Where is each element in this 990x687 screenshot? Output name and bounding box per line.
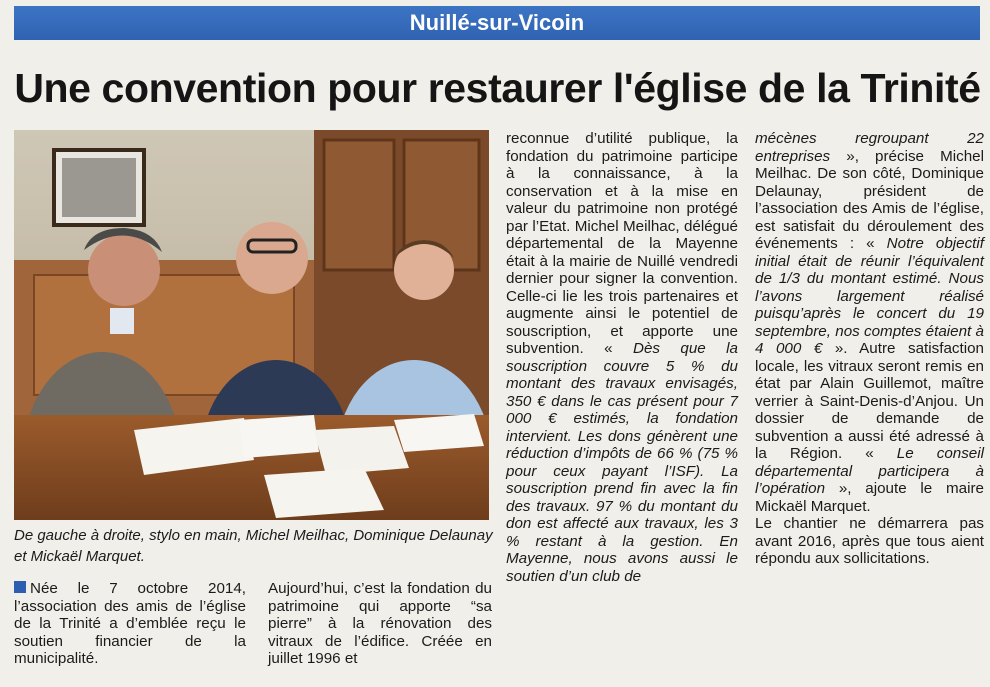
lead-marker-icon [14, 581, 26, 593]
banner-title: Nuillé-sur-Vicoin [409, 10, 585, 35]
quote: Notre objectif initial était de réunir l’équivalent de 1/3 du montant estimé. Nous l’avons largement réalisé puisqu’après le concert du 19 septembre, nos comptes étaient à 4 000 € [755, 235, 984, 357]
paragraph: mécènes regroupant 22 entreprises », précise Michel Meilhac. De son côté, Dominique Delaunay, président de l’association des Amis de l’église, est satisfait du déroulement des événements : « Notre objectif initial était de réunir l’équivalent de 1/3 du montant estimé. Nous l’avons largement réalisé puisqu’après le concert du 19 septembre, nos comptes étaient à 4 000 € ». Autre satisfaction locale, les vitraux seront remis en état par Alain Guillemot, maître verrier à Saint-Denis-d’Anjou. Un dossier de demande de subvention a aussi été adressé à la Région. « Le conseil départemental participera à l’opération », ajoute le maire Mickaël Marquet. [755, 130, 985, 515]
quote: Le conseil départemental participera à l’opération [755, 445, 985, 497]
photo-caption: De gauche à droite, stylo en main, Michel Meilhac, Dominique Delaunay et Mickaël Marquet. [14, 527, 493, 565]
article-column-3 [506, 130, 738, 585]
article-column-2 [268, 580, 492, 668]
article-headline: Une convention pour restaurer l'église de la Trinité [14, 65, 981, 111]
paragraph: reconnue d’utilité publique, la fondation du patrimoine participe à la connaissance, à la conservation et à la mise en valeur du patrimoine non protégé par l’Etat. Michel Meilhac, délégué départemental de la Mayenne était à la mairie de Nuillé vendredi dernier pour signer la convention. Celle-ci lie les trois partenaires et augmente ainsi le potentiel de souscription, et apporte une subvention. « Dès que la souscription couvre 5 % du montant des travaux envisagés, 350 € dans le cas présent pour 7 000 € estimés, la fondation intervient. Les dons génèrent une réduction d’impôts de 66 % (75 % pour ceux payant l’ISF). La souscription prend fin avec la fin des travaux. 97 % du montant du don est affecté aux travaux, les 3 % restant à la gestion. En Mayenne, nous avons aussi le soutien d’un club de [506, 130, 738, 585]
paragraph: Née le 7 octobre 2014, l’association des amis de l’église de la Trinité a d’emblée reçu le soutien financier de la municipalité. [14, 580, 246, 667]
photo-illustration [14, 130, 489, 520]
article-photo [14, 130, 489, 520]
quote: Dès que la souscription couvre 5 % du montant des travaux envisagés, 350 € dans le cas présent pour 7 000 € estimés, la fondation intervient. Les dons génèrent une réduction d’impôts de 66 % (75 % pour ceux payant l’ISF). La souscription prend fin avec la fin des travaux. 97 % du montant du don est affecté aux travaux, les 3 % restant à la gestion. En Mayenne, nous avons aussi le soutien d’un club de [506, 340, 738, 585]
article-column-1 [14, 580, 246, 668]
section-banner [14, 6, 980, 40]
paragraph: Aujourd’hui, c’est la fondation du patrimoine qui apporte “sa pierre” à la rénovation des vitraux de l’édifice. Créée en juillet 1996 et [268, 580, 492, 667]
paragraph: Le chantier ne démarrera pas avant 2016, après que tous aient répondu aux sollicitations. [755, 515, 984, 567]
quote: mécènes regroupant 22 entreprises [755, 130, 984, 165]
article-column-4 [755, 130, 984, 568]
